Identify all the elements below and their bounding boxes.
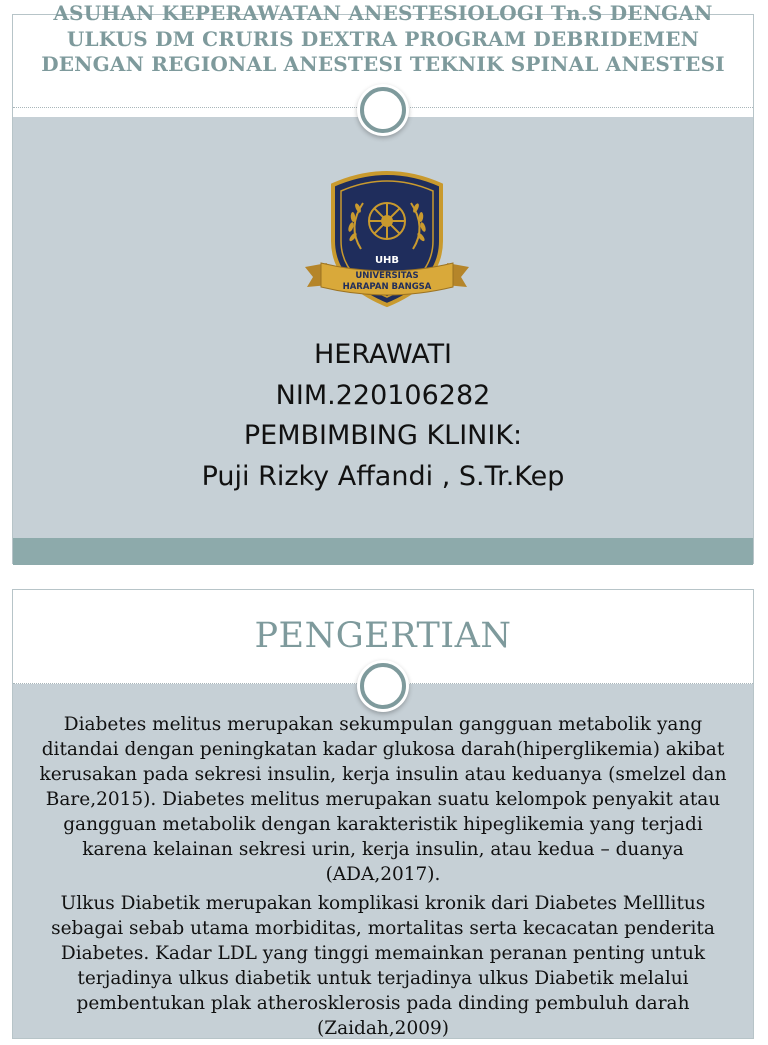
circle-ornament-icon xyxy=(360,87,406,133)
supervisor-label: PEMBIMBING KLINIK: xyxy=(243,420,523,451)
logo-banner-line2: HARAPAN BANGSA xyxy=(342,282,432,292)
circle-ornament-icon xyxy=(360,663,406,709)
supervisor-name: Puji Rizky Affandi , S.Tr.Kep xyxy=(201,460,565,492)
student-id: NIM.220106282 xyxy=(275,379,491,411)
paragraph: Diabetes melitus merupakan sekumpulan gangguan metabolik yang ditandai dengan peningkatan kadar glukosa darah(hiperglikemia) akibat kerusakan pada sekresi insulin, kerja insulin atau keduanya (smelzel dan Bare,2015). Diabetes melitus merupakan suatu kelompok penyakit atau gangguan metabolik dengan karakteristik hipeglikemia yang terjadi karena kelainan sekresi urin, kerja insulin, atau kedua – duanya (ADA,2017). xyxy=(39,714,727,885)
logo-banner-line1: UNIVERSITAS xyxy=(355,271,419,281)
logo-abbr: UHB xyxy=(374,255,400,266)
bottom-bar xyxy=(13,538,753,565)
author-name: HERAWATI xyxy=(313,339,453,370)
paragraph: Ulkus Diabetik merupakan komplikasi kronik dari Diabetes Melllitus sebagai sebab utama morbiditas, mortalitas serta kecacatan penderita Diabetes. Kadar LDL yang tinggi memainkan peranan penting untuk terjadinya ulkus diabetik untuk terjadinya ulkus Diabetik melalui pembentukan plak atherosklerosis pada dinding pembuluh darah (Zaidah,2009) xyxy=(51,893,715,1039)
slide-title: PENGERTIAN xyxy=(254,616,512,656)
body-text xyxy=(31,712,735,1045)
author-block xyxy=(13,335,753,497)
title-slide xyxy=(12,1,754,564)
definition-slide xyxy=(12,589,754,1039)
slide-title: ASUHAN KEPERAWATAN ANESTESIOLOGI Tn.S DENGAN ULKUS DM CRURIS DEXTRA PROGRAM DEBRIDEMEN DENGAN REGIONAL ANESTESI TEKNIK SPINAL ANESTESI xyxy=(41,1,725,76)
university-logo xyxy=(303,167,471,313)
